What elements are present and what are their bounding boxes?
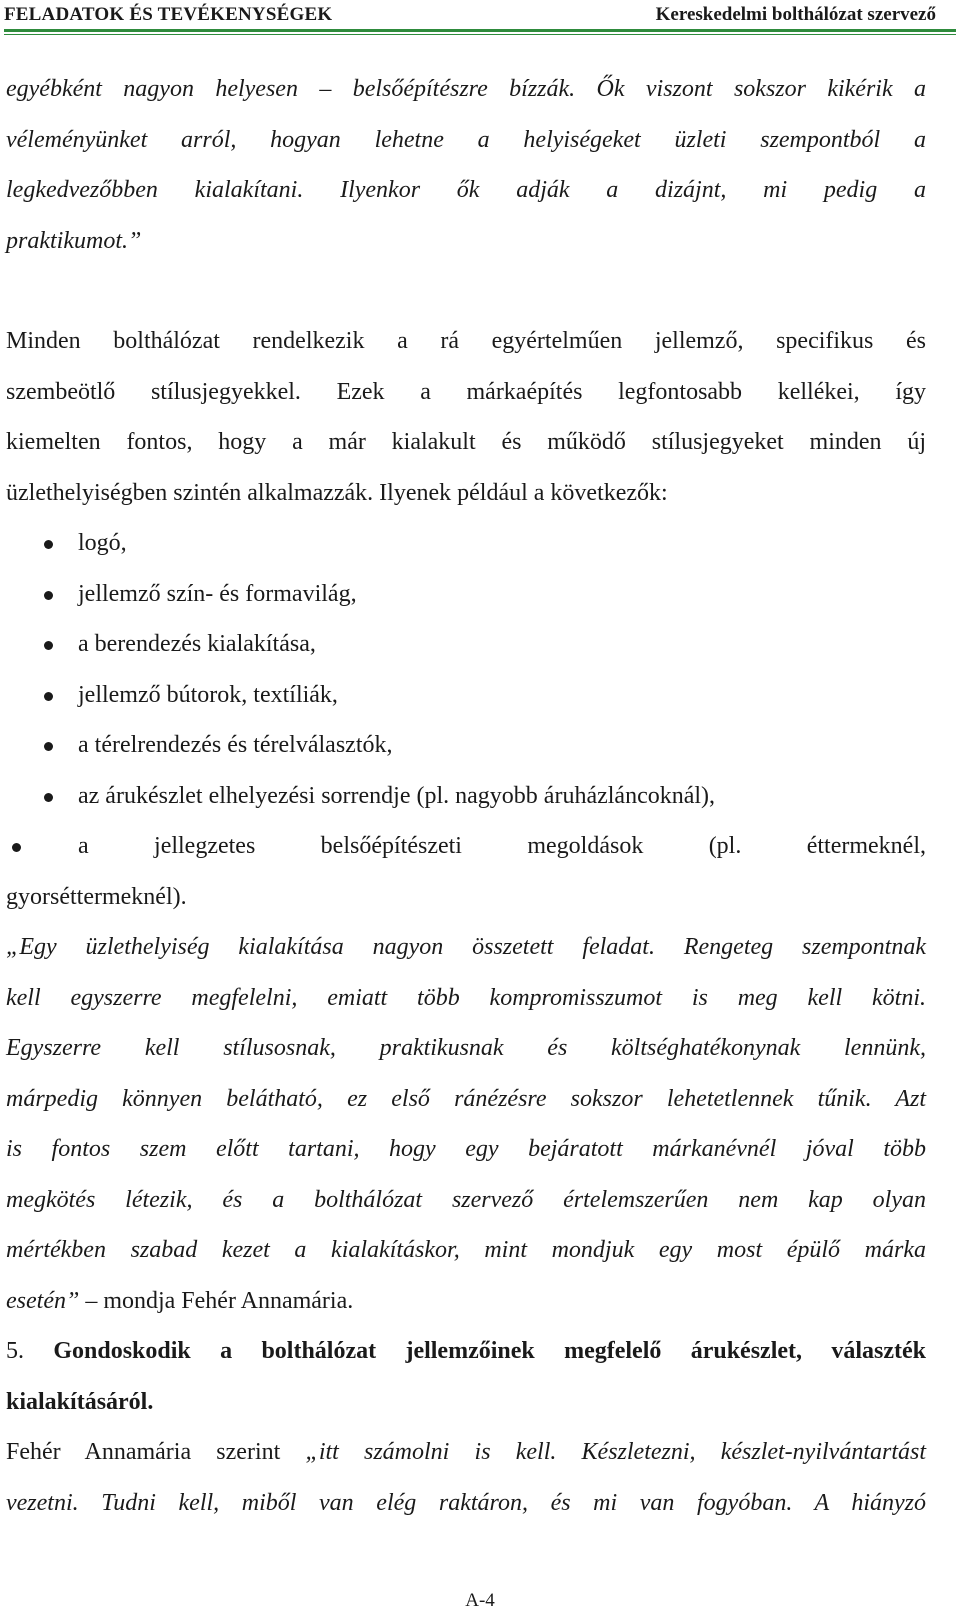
list-item-text: az árukészlet elhelyezési sorrendje (pl. nagyobb áruházláncoknál), bbox=[78, 782, 716, 809]
section-title: Gondoskodik a bolthálózat jellemzőinek megfelelő árukészlet, választék bbox=[53, 1338, 927, 1364]
text-normal: Fehér Annamária szerint bbox=[6, 1439, 306, 1465]
list-item-text: jellemző szín- és formavilág, bbox=[78, 580, 357, 607]
text-italic: „itt számolni is kell. Készletezni, készlet-nyilvántartást bbox=[305, 1439, 927, 1465]
list-item bbox=[6, 518, 926, 569]
text-line: legkedvezőbben kialakítani. Ilyenkor ők adják a dizájnt, mi pedig a bbox=[6, 177, 926, 203]
text-line: is fontos szem előtt tartani, hogy egy bejáratott márkanévnél jóval több bbox=[6, 1136, 926, 1162]
text-line: „Egy üzlethelyiség kialakítása nagyon összetett feladat. Rengeteg szempontnak bbox=[6, 934, 926, 960]
bullet-icon bbox=[44, 742, 53, 751]
header-rule bbox=[4, 29, 956, 32]
list-item bbox=[6, 720, 926, 771]
page-header bbox=[4, 2, 956, 32]
list-item-text: jellemző bútorok, textíliák, bbox=[78, 681, 338, 708]
bullet-icon bbox=[12, 843, 21, 852]
text-line: praktikumot.” bbox=[6, 227, 142, 254]
header-document-title: Kereskedelmi bolthálózat szervező bbox=[655, 4, 936, 25]
quote-end: esetén” bbox=[6, 1287, 80, 1314]
text-line: márpedig könnyen belátható, ez első ránézésre sokszor lehetetlennek tűnik. Azt bbox=[6, 1085, 926, 1112]
list-item-text: logó, bbox=[78, 530, 127, 556]
header-rule-thin bbox=[4, 34, 956, 35]
text-line: vezetni. Tudni kell, miből van elég raktáron, és mi van fogyóban. A hiányzó bbox=[6, 1489, 926, 1516]
list-item bbox=[6, 619, 926, 670]
text-line: kiemelten fontos, hogy a már kialakult és működő stílusjegyeket minden új bbox=[6, 429, 926, 455]
paragraph-gap bbox=[6, 266, 926, 316]
text-line: üzlethelyiségben szintén alkalmazzák. Ilyenek például a következők: bbox=[6, 479, 668, 506]
page-number: A-4 bbox=[465, 1590, 495, 1611]
header-section-title: FELADATOK ÉS TEVÉKENYSÉGEK bbox=[4, 4, 333, 25]
section-number: 5. bbox=[6, 1338, 54, 1364]
quote-continuation-paragraph bbox=[6, 64, 926, 266]
bullet-icon bbox=[44, 793, 53, 802]
text-line: megkötés létezik, és a bolthálózat szervező értelemszerűen nem kap olyan bbox=[6, 1186, 926, 1213]
text-line bbox=[6, 1427, 926, 1478]
quote-attribution: – mondja Fehér Annamária. bbox=[79, 1287, 354, 1314]
text-line: Minden bolthálózat rendelkezik a rá egyértelműen jellemző, specifikus és bbox=[6, 328, 926, 354]
stock-paragraph bbox=[6, 1427, 926, 1528]
list-item-text-continuation: gyorséttermeknél). bbox=[6, 883, 187, 910]
interview-quote-paragraph bbox=[6, 922, 926, 1326]
text-line: Egyszerre kell stílusosnak, praktikusnak és költséghatékonynak lennünk, bbox=[6, 1035, 926, 1061]
list-item bbox=[6, 569, 926, 620]
list-item bbox=[6, 821, 926, 922]
bullet-icon bbox=[44, 641, 53, 650]
text-line: véleményünket arról, hogyan lehetne a helyiségeket üzleti szempontból a bbox=[6, 126, 926, 153]
bullet-icon bbox=[44, 591, 53, 600]
section-title-continuation: kialakításáról. bbox=[6, 1388, 154, 1415]
text-line: egyébként nagyon helyesen – belsőépítészre bízzák. Ők viszont sokszor kikérik a bbox=[6, 76, 926, 102]
style-features-paragraph bbox=[6, 316, 926, 518]
section-5-heading bbox=[6, 1326, 926, 1427]
text-line bbox=[6, 1276, 926, 1327]
text-line: mértékben szabad kezet a kialakításkor, mint mondjuk egy most épülő márka bbox=[6, 1237, 926, 1263]
document-body bbox=[6, 64, 926, 1528]
style-features-list bbox=[6, 518, 926, 922]
list-item bbox=[6, 670, 926, 721]
list-item-text: a berendezés kialakítása, bbox=[78, 631, 316, 657]
list-item-text: a jellegzetes belsőépítészeti megoldások (pl. éttermeknél, bbox=[78, 833, 926, 859]
text-line bbox=[6, 1326, 926, 1377]
list-item-text: a térelrendezés és térelválasztók, bbox=[78, 732, 393, 758]
text-line: szembeötlő stílusjegyekkel. Ezek a márkaépítés legfontosabb kellékei, így bbox=[6, 378, 926, 405]
text-line: kell egyszerre megfelelni, emiatt több kompromisszumot is meg kell kötni. bbox=[6, 984, 926, 1011]
list-item bbox=[6, 771, 926, 822]
bullet-icon bbox=[44, 692, 53, 701]
bullet-icon bbox=[44, 540, 53, 549]
